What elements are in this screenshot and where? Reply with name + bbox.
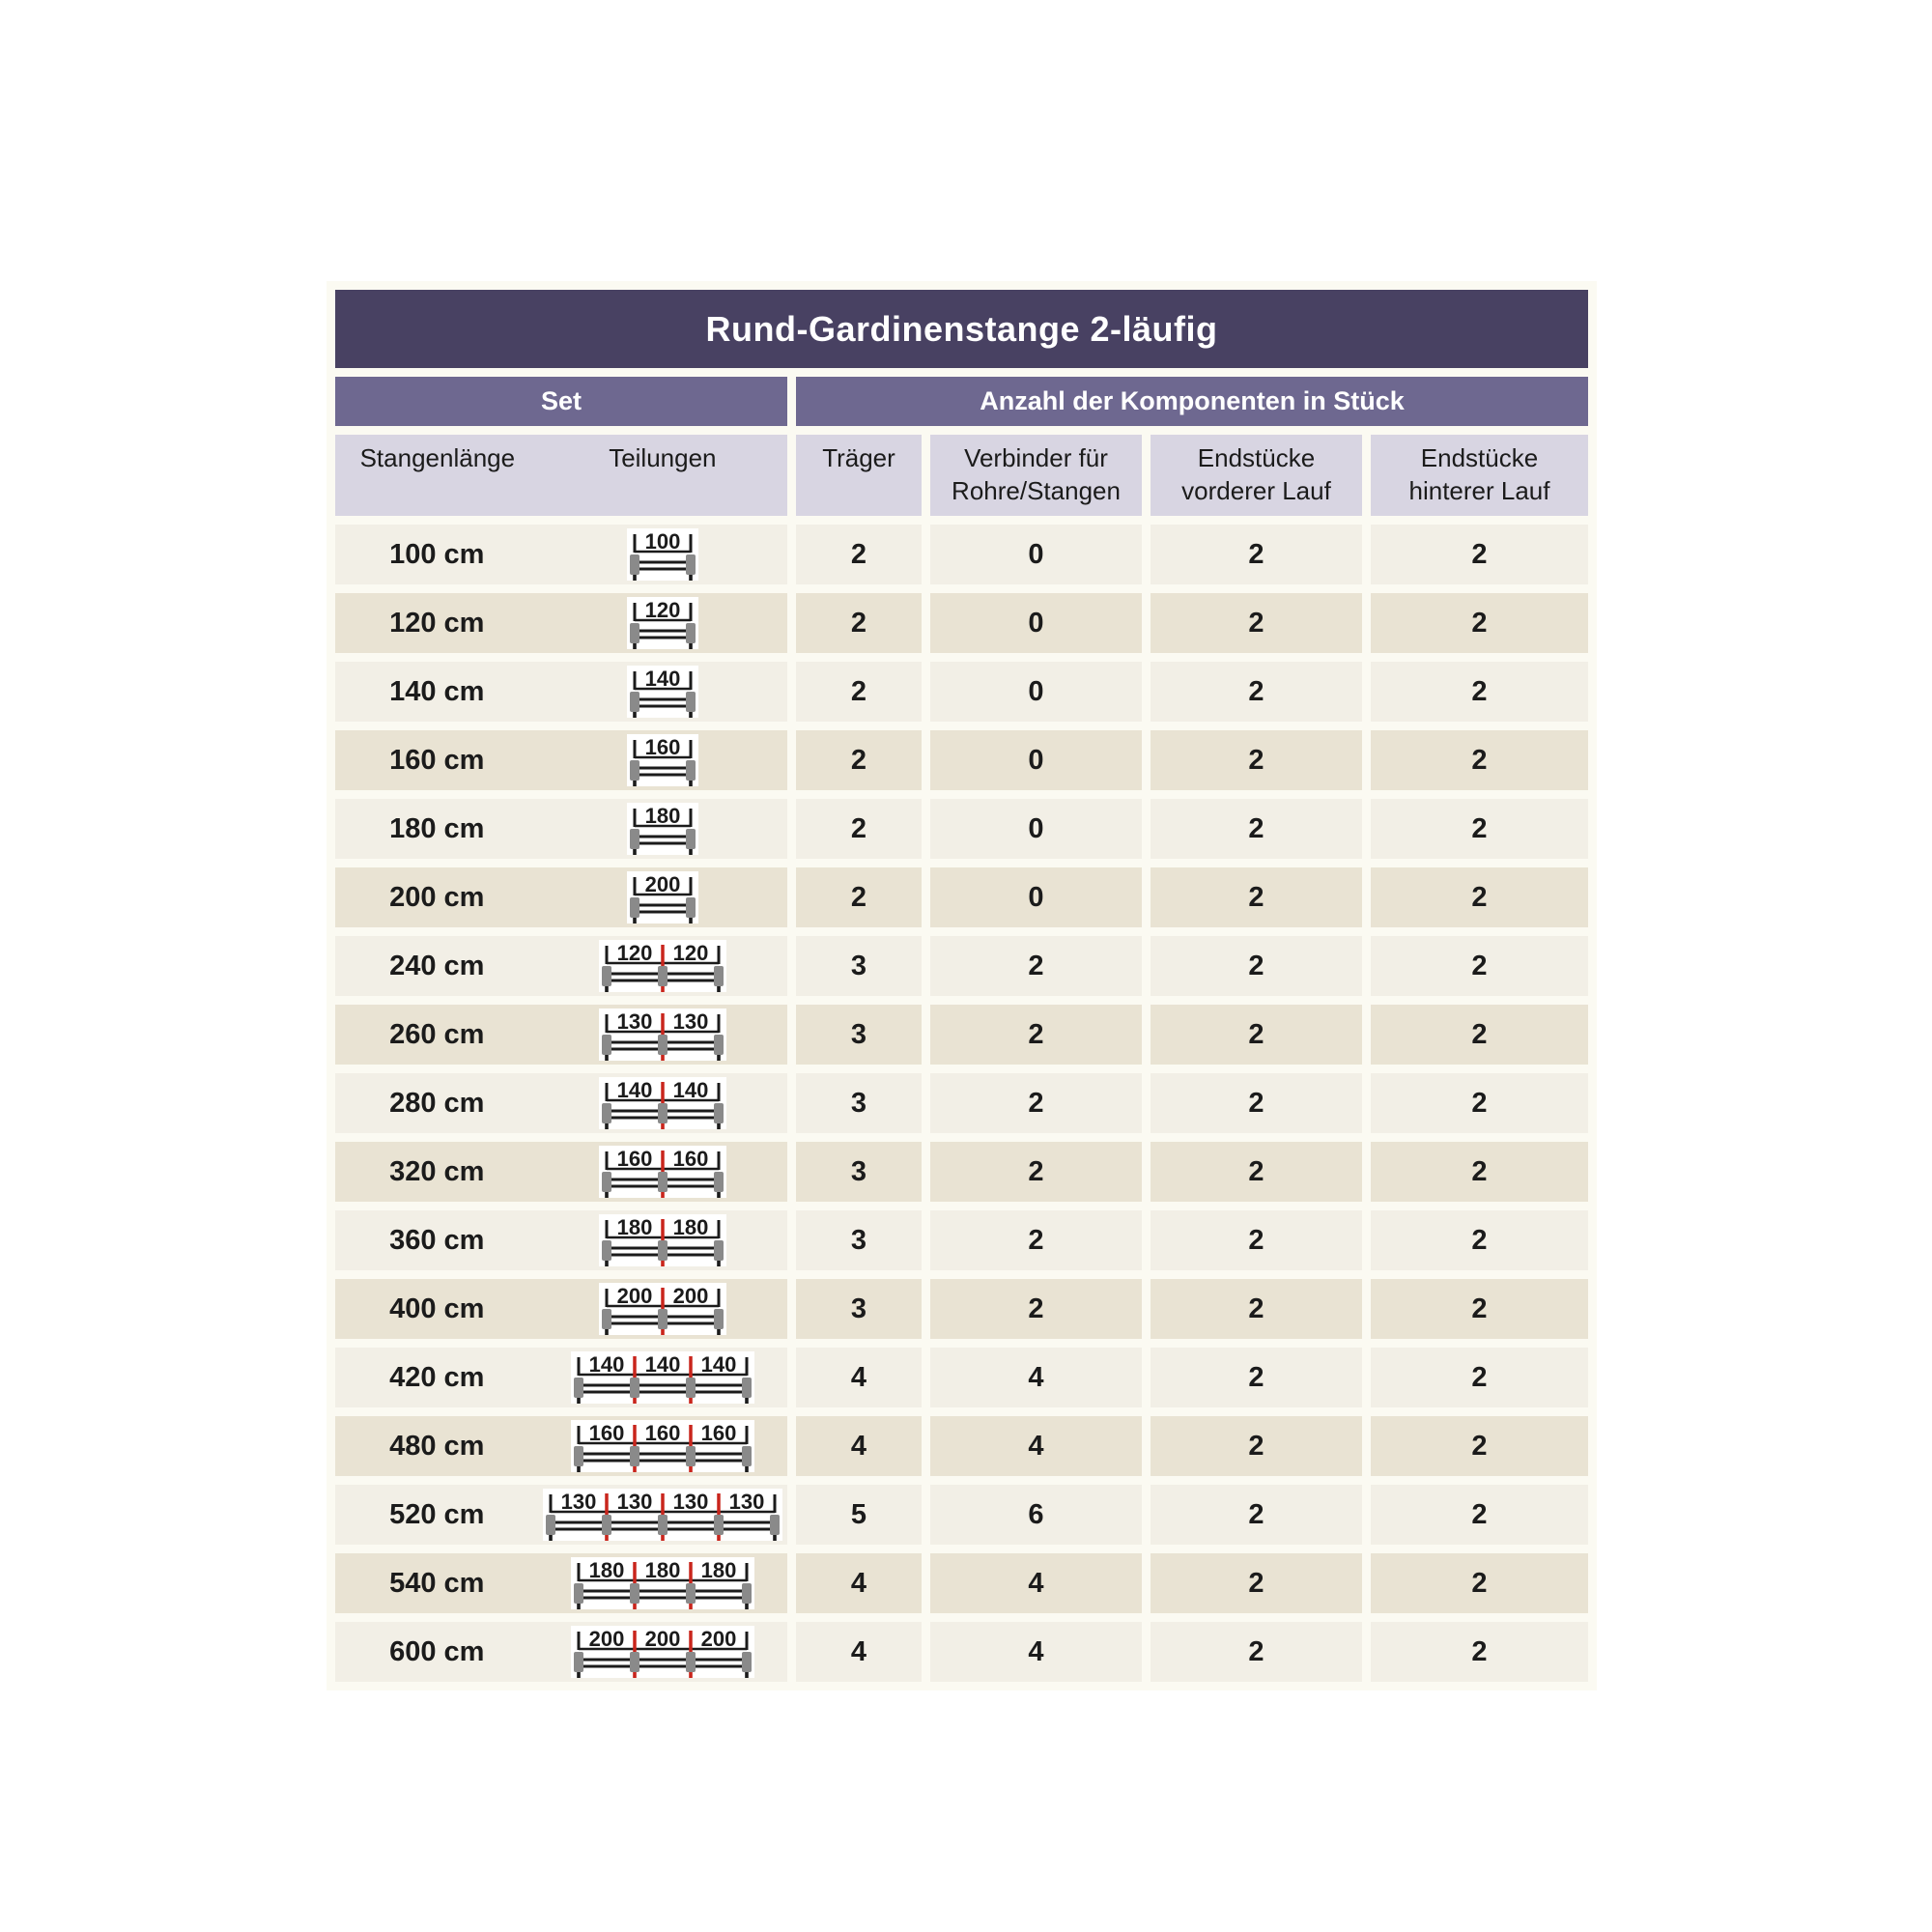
set-cell xyxy=(335,730,787,790)
endstuecke-vorderer-lauf-value: 2 xyxy=(1151,799,1362,859)
endstuecke-hinterer-lauf-value: 2 xyxy=(1371,662,1588,722)
stangenlaenge-value: 100 cm xyxy=(389,538,485,570)
endstuecke-vorderer-lauf-value: 2 xyxy=(1151,936,1362,996)
table-row xyxy=(335,1073,1588,1133)
group-header-components: Anzahl der Komponenten in Stück xyxy=(796,377,1588,426)
verbinder-value: 4 xyxy=(930,1622,1142,1682)
svg-text:160: 160 xyxy=(644,1421,681,1445)
endstuecke-vorderer-lauf-value: 2 xyxy=(1151,1210,1362,1270)
stangenlaenge-value: 420 cm xyxy=(389,1361,485,1393)
column-header-traeger: Träger xyxy=(796,435,922,516)
traeger-value: 2 xyxy=(796,730,922,790)
teilungen-rod-diagram-icon xyxy=(539,803,787,855)
stangenlaenge-value: 240 cm xyxy=(389,950,485,981)
endstuecke-hinterer-lauf-value: 2 xyxy=(1371,525,1588,584)
stangenlaenge-value: 600 cm xyxy=(389,1635,485,1667)
verbinder-value: 4 xyxy=(930,1416,1142,1476)
traeger-value: 2 xyxy=(796,799,922,859)
table-row xyxy=(335,662,1588,722)
stangenlaenge-value: 200 cm xyxy=(389,881,485,913)
set-cell xyxy=(335,1348,787,1407)
endstuecke-hinterer-lauf-value: 2 xyxy=(1371,1210,1588,1270)
stangenlaenge-value: 400 cm xyxy=(389,1293,485,1324)
endstuecke-vorderer-lauf-value: 2 xyxy=(1151,1005,1362,1065)
endstuecke-hinterer-lauf-value: 2 xyxy=(1371,1485,1588,1545)
teilungen-rod-diagram-icon xyxy=(539,1557,787,1609)
group-header-set: Set xyxy=(335,377,787,426)
svg-text:200: 200 xyxy=(588,1627,625,1651)
endstuecke-hinterer-lauf-value: 2 xyxy=(1371,1279,1588,1339)
stangenlaenge-value: 280 cm xyxy=(389,1087,485,1119)
endstuecke-hinterer-lauf-value: 2 xyxy=(1371,1073,1588,1133)
endstuecke-hinterer-lauf-value: 2 xyxy=(1371,1005,1588,1065)
verbinder-value: 0 xyxy=(930,525,1142,584)
teilungen-rod-diagram-icon xyxy=(539,1146,787,1198)
set-cell xyxy=(335,1073,787,1133)
endstuecke-hinterer-lauf-value: 2 xyxy=(1371,867,1588,927)
teilungen-rod-diagram-icon xyxy=(539,1077,787,1129)
traeger-value: 2 xyxy=(796,662,922,722)
spec-table xyxy=(327,281,1597,1690)
svg-text:140: 140 xyxy=(644,1352,681,1377)
svg-text:140: 140 xyxy=(700,1352,737,1377)
endstuecke-vorderer-lauf-value: 2 xyxy=(1151,730,1362,790)
svg-text:180: 180 xyxy=(700,1558,737,1582)
verbinder-value: 0 xyxy=(930,730,1142,790)
svg-text:120: 120 xyxy=(616,941,653,965)
svg-text:160: 160 xyxy=(616,1147,653,1171)
teilungen-rod-diagram-icon xyxy=(539,871,787,923)
endstuecke-vorderer-lauf-value: 2 xyxy=(1151,525,1362,584)
table-row xyxy=(335,1005,1588,1065)
verbinder-value: 2 xyxy=(930,936,1142,996)
verbinder-value: 0 xyxy=(930,867,1142,927)
svg-text:160: 160 xyxy=(588,1421,625,1445)
stangenlaenge-value: 480 cm xyxy=(389,1430,485,1462)
teilungen-rod-diagram-icon xyxy=(539,1283,787,1335)
teilungen-rod-diagram-icon xyxy=(539,1489,787,1541)
set-cell xyxy=(335,1279,787,1339)
svg-text:200: 200 xyxy=(672,1284,709,1308)
verbinder-value: 4 xyxy=(930,1553,1142,1613)
svg-text:140: 140 xyxy=(588,1352,625,1377)
stangenlaenge-value: 520 cm xyxy=(389,1498,485,1530)
traeger-value: 3 xyxy=(796,1073,922,1133)
endstuecke-hinterer-lauf-value: 2 xyxy=(1371,730,1588,790)
endstuecke-hinterer-lauf-value: 2 xyxy=(1371,799,1588,859)
teilungen-rod-diagram-icon xyxy=(539,1626,787,1678)
column-header-stangenlaenge: Stangenlänge xyxy=(359,443,516,472)
svg-text:140: 140 xyxy=(672,1078,709,1102)
table-row xyxy=(335,1553,1588,1613)
spec-table-container xyxy=(327,281,1597,1690)
stangenlaenge-value: 180 cm xyxy=(389,812,485,844)
svg-text:180: 180 xyxy=(644,1558,681,1582)
endstuecke-vorderer-lauf-value: 2 xyxy=(1151,662,1362,722)
table-row xyxy=(335,936,1588,996)
endstuecke-hinterer-lauf-value: 2 xyxy=(1371,1348,1588,1407)
set-cell xyxy=(335,593,787,653)
endstuecke-vorderer-lauf-value: 2 xyxy=(1151,867,1362,927)
traeger-value: 5 xyxy=(796,1485,922,1545)
column-header-set xyxy=(335,435,787,516)
traeger-value: 4 xyxy=(796,1348,922,1407)
teilungen-rod-diagram-icon xyxy=(539,1351,787,1404)
column-header-endstuecke-vorderer-lauf: Endstücke vorderer Lauf xyxy=(1151,435,1362,516)
traeger-value: 3 xyxy=(796,1210,922,1270)
endstuecke-vorderer-lauf-value: 2 xyxy=(1151,1622,1362,1682)
svg-text:180: 180 xyxy=(644,804,681,828)
column-header-teilungen: Teilungen xyxy=(609,443,717,472)
set-cell xyxy=(335,1416,787,1476)
svg-text:160: 160 xyxy=(672,1147,709,1171)
stangenlaenge-value: 140 cm xyxy=(389,675,485,707)
svg-text:160: 160 xyxy=(644,735,681,759)
table-body xyxy=(335,290,1588,1682)
svg-text:200: 200 xyxy=(644,872,681,896)
traeger-value: 4 xyxy=(796,1416,922,1476)
endstuecke-hinterer-lauf-value: 2 xyxy=(1371,1416,1588,1476)
endstuecke-vorderer-lauf-value: 2 xyxy=(1151,1279,1362,1339)
group-header-row xyxy=(335,377,1588,426)
set-cell xyxy=(335,1485,787,1545)
table-title: Rund-Gardinenstange 2-läufig xyxy=(335,290,1588,368)
svg-text:120: 120 xyxy=(672,941,709,965)
endstuecke-vorderer-lauf-value: 2 xyxy=(1151,1553,1362,1613)
stangenlaenge-value: 260 cm xyxy=(389,1018,485,1050)
endstuecke-vorderer-lauf-value: 2 xyxy=(1151,593,1362,653)
endstuecke-hinterer-lauf-value: 2 xyxy=(1371,1142,1588,1202)
svg-text:200: 200 xyxy=(700,1627,737,1651)
stangenlaenge-value: 320 cm xyxy=(389,1155,485,1187)
stangenlaenge-value: 120 cm xyxy=(389,607,485,639)
traeger-value: 3 xyxy=(796,1005,922,1065)
column-header-verbinder: Verbinder für Rohre/Stangen xyxy=(930,435,1142,516)
stangenlaenge-value: 540 cm xyxy=(389,1567,485,1599)
verbinder-value: 2 xyxy=(930,1142,1142,1202)
traeger-value: 3 xyxy=(796,936,922,996)
endstuecke-hinterer-lauf-value: 2 xyxy=(1371,1622,1588,1682)
verbinder-value: 2 xyxy=(930,1073,1142,1133)
teilungen-rod-diagram-icon xyxy=(539,666,787,718)
table-row xyxy=(335,1142,1588,1202)
teilungen-rod-diagram-icon xyxy=(539,940,787,992)
table-row xyxy=(335,730,1588,790)
table-row xyxy=(335,867,1588,927)
svg-text:160: 160 xyxy=(700,1421,737,1445)
set-cell xyxy=(335,1005,787,1065)
set-cell xyxy=(335,867,787,927)
table-row xyxy=(335,1622,1588,1682)
table-row xyxy=(335,1348,1588,1407)
teilungen-rod-diagram-icon xyxy=(539,1009,787,1061)
svg-text:130: 130 xyxy=(616,1490,653,1514)
endstuecke-vorderer-lauf-value: 2 xyxy=(1151,1073,1362,1133)
verbinder-value: 4 xyxy=(930,1348,1142,1407)
traeger-value: 3 xyxy=(796,1279,922,1339)
teilungen-rod-diagram-icon xyxy=(539,1214,787,1266)
svg-text:180: 180 xyxy=(588,1558,625,1582)
endstuecke-vorderer-lauf-value: 2 xyxy=(1151,1416,1362,1476)
traeger-value: 3 xyxy=(796,1142,922,1202)
traeger-value: 2 xyxy=(796,525,922,584)
verbinder-value: 2 xyxy=(930,1005,1142,1065)
table-row xyxy=(335,525,1588,584)
svg-text:130: 130 xyxy=(728,1490,765,1514)
svg-text:100: 100 xyxy=(644,529,681,554)
stangenlaenge-value: 160 cm xyxy=(389,744,485,776)
column-header-row xyxy=(335,435,1588,516)
teilungen-rod-diagram-icon xyxy=(539,1420,787,1472)
verbinder-value: 2 xyxy=(930,1210,1142,1270)
svg-text:130: 130 xyxy=(560,1490,597,1514)
set-cell xyxy=(335,936,787,996)
teilungen-rod-diagram-icon xyxy=(539,528,787,581)
verbinder-value: 0 xyxy=(930,799,1142,859)
traeger-value: 4 xyxy=(796,1553,922,1613)
verbinder-value: 6 xyxy=(930,1485,1142,1545)
endstuecke-vorderer-lauf-value: 2 xyxy=(1151,1485,1362,1545)
svg-text:130: 130 xyxy=(672,1009,709,1034)
svg-text:140: 140 xyxy=(644,667,681,691)
title-row xyxy=(335,290,1588,368)
endstuecke-vorderer-lauf-value: 2 xyxy=(1151,1142,1362,1202)
set-cell xyxy=(335,1210,787,1270)
svg-text:140: 140 xyxy=(616,1078,653,1102)
endstuecke-hinterer-lauf-value: 2 xyxy=(1371,936,1588,996)
svg-text:120: 120 xyxy=(644,598,681,622)
svg-text:180: 180 xyxy=(672,1215,709,1239)
table-row xyxy=(335,799,1588,859)
set-cell xyxy=(335,1622,787,1682)
verbinder-value: 2 xyxy=(930,1279,1142,1339)
endstuecke-hinterer-lauf-value: 2 xyxy=(1371,1553,1588,1613)
set-cell xyxy=(335,525,787,584)
table-row xyxy=(335,1416,1588,1476)
table-row xyxy=(335,1485,1588,1545)
verbinder-value: 0 xyxy=(930,662,1142,722)
traeger-value: 2 xyxy=(796,593,922,653)
column-header-endstuecke-hinterer-lauf: Endstücke hinterer Lauf xyxy=(1371,435,1588,516)
table-row xyxy=(335,1210,1588,1270)
teilungen-rod-diagram-icon xyxy=(539,597,787,649)
endstuecke-vorderer-lauf-value: 2 xyxy=(1151,1348,1362,1407)
verbinder-value: 0 xyxy=(930,593,1142,653)
set-cell xyxy=(335,662,787,722)
svg-text:130: 130 xyxy=(616,1009,653,1034)
stangenlaenge-value: 360 cm xyxy=(389,1224,485,1256)
svg-text:200: 200 xyxy=(616,1284,653,1308)
svg-text:180: 180 xyxy=(616,1215,653,1239)
traeger-value: 4 xyxy=(796,1622,922,1682)
svg-text:130: 130 xyxy=(672,1490,709,1514)
table-row xyxy=(335,593,1588,653)
set-cell xyxy=(335,799,787,859)
set-cell xyxy=(335,1142,787,1202)
set-cell xyxy=(335,1553,787,1613)
teilungen-rod-diagram-icon xyxy=(539,734,787,786)
svg-text:200: 200 xyxy=(644,1627,681,1651)
table-row xyxy=(335,1279,1588,1339)
endstuecke-hinterer-lauf-value: 2 xyxy=(1371,593,1588,653)
traeger-value: 2 xyxy=(796,867,922,927)
